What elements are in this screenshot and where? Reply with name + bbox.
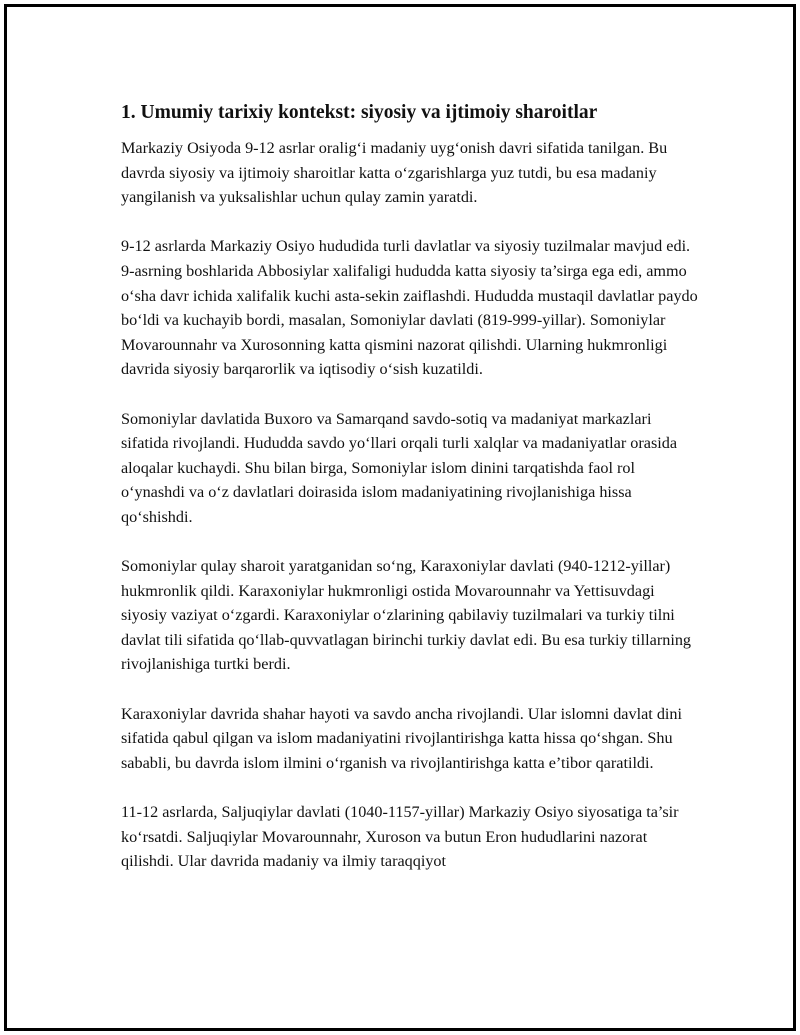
paragraph: Somoniylar davlatida Buxoro va Samarqand savdo-sotiq va madaniyat markazlari sifatida rivojlandi. Hududda savdo yo‘llari orqali turli xalqlar va madaniyatlar orasida aloqalar kuchaydi. Shu bilan birga, Somoniylar islom dinini tarqatishda faol rol o‘ynashdi va o‘z davlatlari doirasida islom madaniyatining rivojlanishiga hissa qo‘shishdi. <box>121 409 678 526</box>
paragraph: Karaxoniylar davrida shahar hayoti va savdo ancha rivojlandi. Ular islomni davlat dini sifatida qabul qilgan va islom madaniyatini rivojlantirishga katta hissa qo‘shgan. Shu sababli, bu davrda islom ilmini o‘rganish va rivojlantirishga katta e’tibor qaratildi. <box>121 704 682 772</box>
paragraph: Somoniylar qulay sharoit yaratganidan so‘ng, Karaxoniylar davlati (940-1212-yillar) hukmronlik qildi. Karaxoniylar hukmronligi ostida Movarounnahr va Yettisuvdagi siyosiy vaziyat o‘zgardi. Karaxoniylar o‘zlarining qabilaviy tuzilmalari va turkiy tilni davlat tili sifatida qo‘llab-quvvatlagan birinchi turkiy davlat edi. Bu esa turkiy tillarning rivojlanishiga turtki berdi. <box>121 557 692 674</box>
section-heading: 1. Umumiy tarixiy kontekst: siyosiy va ijtimoiy sharoitlar <box>121 102 598 123</box>
paragraph: 11-12 asrlarda, Saljuqiylar davlati (1040-1157-yillar) Markaziy Osiyo siyosatiga ta’sir ko‘rsatdi. Saljuqiylar Movarounnahr, Xuroson va butun Eron hududlarini nazorat qilishdi. Ular davrida madaniy va ilmiy taraqqiyot <box>121 803 679 871</box>
document-body <box>121 101 701 874</box>
paragraph: 9-12 asrlarda Markaziy Osiyo hududida turli davlatlar va siyosiy tuzilmalar mavjud edi. 9-asrning boshlarida Abbosiylar xalifaligi hududda katta siyosiy ta’sirga ega edi, ammo o‘sha davr ichida xalifalik kuchi asta-sekin zaiflashdi. Hududda mustaqil davlatlar paydo bo‘ldi va kuchayib bordi, masalan, Somoniylar davlati (819-999-yillar). Somoniylar Movarounnahr va Xurosonning katta qismini nazorat qilishdi. Ularning hukmronligi davrida siyosiy barqarorlik va iqtisodiy o‘sish kuzatildi. <box>121 237 698 379</box>
page-frame <box>4 4 796 1031</box>
paragraph: Markaziy Osiyoda 9-12 asrlar oralig‘i madaniy uyg‘onish davri sifatida tanilgan. Bu davrda siyosiy va ijtimoiy sharoitlar katta o‘zgarishlarga yuz tutdi, bu esa madaniy yangilanish va yuksalishlar uchun qulay zamin yaratdi. <box>121 139 668 207</box>
